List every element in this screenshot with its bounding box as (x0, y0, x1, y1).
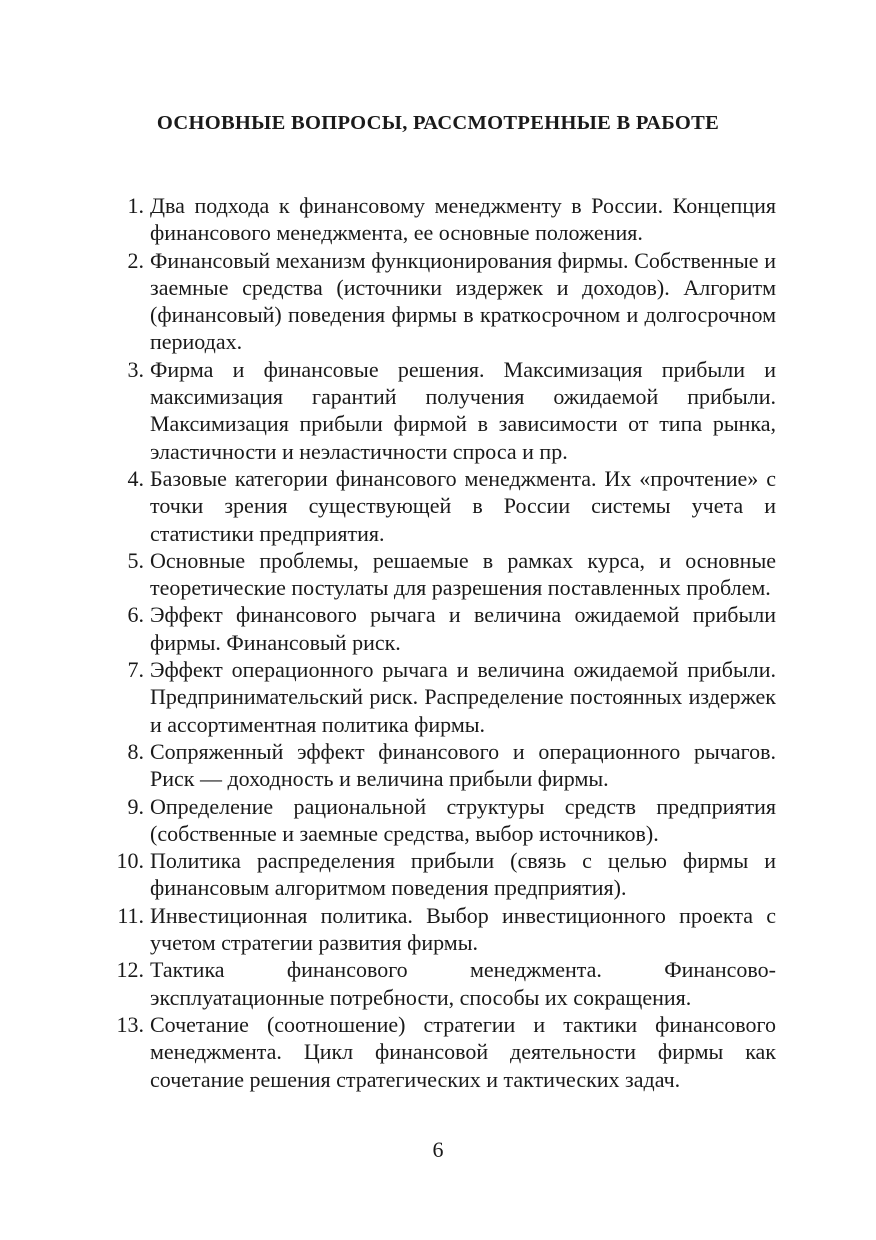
item-text: Два подхода к финансовому менеджменту в России. Концепция финансового менеджмента, ее основные положения. (150, 193, 776, 246)
item-number: 3. (127, 356, 144, 382)
item-text: Политика распределения прибыли (связь с целью фирмы и финансовым алгоритмом поведения предприятия). (150, 848, 776, 901)
topics-list (106, 192, 776, 1093)
item-number: 7. (127, 657, 144, 683)
item-text: Финансовый механизм функционирования фирмы. Собственные и заемные средства (источники издержек и доходов). Алгоритм (финансовый) поведения фирмы в краткосрочном и долгосрочном периодах. (150, 247, 776, 355)
list-item (106, 847, 776, 902)
list-item (106, 356, 776, 465)
item-text: Эффект финансового рычага и величина ожидаемой прибыли фирмы. Финансовый риск. (150, 602, 776, 655)
item-number: 6. (127, 602, 144, 628)
item-number: 9. (127, 793, 144, 819)
item-number: 10. (116, 848, 144, 874)
item-number: 8. (127, 738, 144, 764)
list-item (106, 247, 776, 356)
item-number: 13. (116, 1011, 144, 1037)
item-text: Основные проблемы, решаемые в рамках курса, и основные теоретические постулаты для разрешения поставленных проблем. (150, 547, 776, 601)
item-text: Фирма и финансовые решения. Максимизация прибыли и максимизация гарантий получения ожидаемой прибыли. Максимизация прибыли фирмой в зависимости от типа рынка, эластичности и неэластичности спроса и пр. (150, 356, 776, 464)
item-number: 12. (116, 957, 144, 983)
page-title: ОСНОВНЫЕ ВОПРОСЫ, РАССМОТРЕННЫЕ В РАБОТЕ (156, 112, 720, 134)
list-item (106, 1011, 776, 1093)
list-item (106, 601, 776, 656)
item-text: Определение рациональной структуры средств предприятия (собственные и заемные средства, выбор источников). (150, 793, 776, 846)
item-number: 2. (127, 247, 144, 273)
page-number: 6 (432, 1137, 444, 1162)
item-text: Сопряженный эффект финансового и операционного рычагов. Риск — доходность и величина прибыли фирмы. (150, 738, 776, 792)
item-number: 4. (127, 465, 144, 491)
item-text: Базовые категории финансового менеджмента. Их «прочтение» с точки зрения существующей в России системы учета и статистики предприятия. (150, 465, 776, 546)
list-item (106, 547, 776, 602)
item-number: 11. (117, 902, 144, 928)
list-item (106, 465, 776, 547)
item-number: 1. (127, 193, 144, 218)
list-item (106, 902, 776, 957)
list-item (106, 793, 776, 848)
list-item (106, 738, 776, 793)
item-text: Сочетание (соотношение) стратегии и тактики финансового менеджмента. Цикл финансовой деятельности фирмы как сочетание решения стратегических и тактических задач. (150, 1011, 776, 1092)
item-text: Эффект операционного рычага и величина ожидаемой прибыли. Предпринимательский риск. Распределение постоянных издержек и ассортиментная политика фирмы. (150, 657, 776, 737)
list-item (106, 656, 776, 738)
item-number: 5. (127, 547, 144, 573)
item-text: Тактика финансового менеджмента. Финансово-эксплуатационные потребности, способы их сокращения. (150, 957, 776, 1010)
item-text: Инвестиционная политика. Выбор инвестиционного проекта с учетом стратегии развития фирмы. (150, 902, 776, 956)
list-item (106, 192, 776, 247)
list-item (106, 956, 776, 1011)
